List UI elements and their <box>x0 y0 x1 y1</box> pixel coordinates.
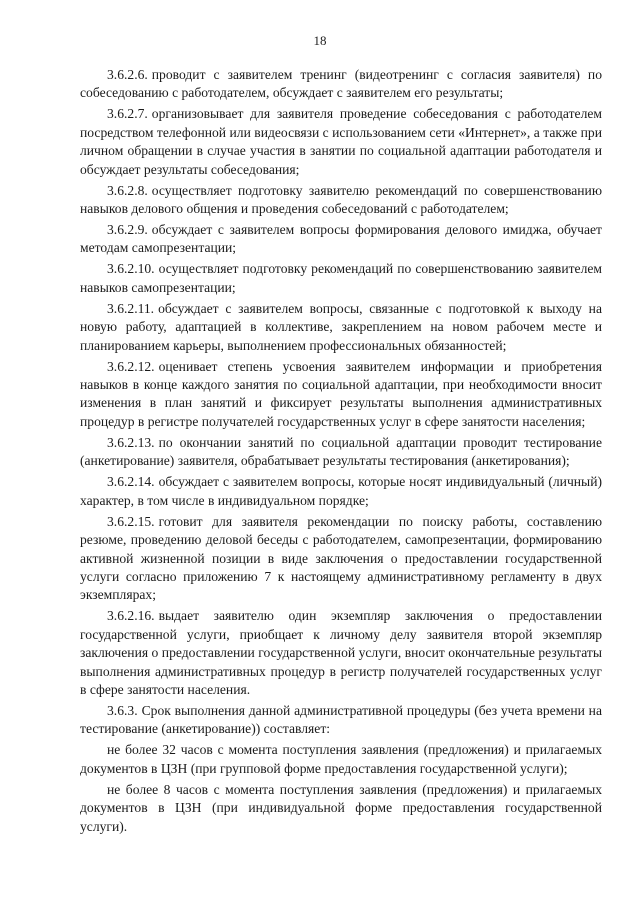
paragraph-term-group <box>80 741 602 778</box>
clause-text: не более 8 часов с момента поступления заявления (предложения) и прилагаемых документов в ЦЗН (при индивидуальной форме предоставления государственной услуги). <box>80 781 602 834</box>
paragraph-3-6-2-6 <box>80 66 602 103</box>
paragraph-3-6-2-16 <box>80 607 602 699</box>
clause-text: обсуждает с заявителем вопросы, которые носят индивидуальный (личный) характер, в том числе в индивидуальном порядке; <box>80 474 602 508</box>
clause-number: 3.6.2.6. <box>107 67 148 82</box>
clause-text: оценивает степень усвоения заявителем информации и приобретения навыков в конце каждого занятия по социальной адаптации, при необходимости вносит изменения в план занятий и фиксирует результаты выполнения административных процедур в регистре получателей государственных услуг в сфере занятости населения; <box>80 358 602 429</box>
clause-text: обсуждает с заявителем вопросы формирования делового имиджа, обучает методам самопрезентации; <box>80 222 602 256</box>
clause-text: не более 32 часов с момента поступления заявления (предложения) и прилагаемых документов в ЦЗН (при групповой форме предоставления государственной услуги); <box>80 742 602 776</box>
clause-number: 3.6.2.14. <box>107 474 155 490</box>
clause-number: 3.6.2.13. <box>107 434 155 450</box>
clause-number: 3.6.2.11. <box>107 300 155 316</box>
clause-text: по окончании занятий по социальной адаптации проводит тестирование (анкетирование) заявителя, обрабатывает результаты тестирования (анкетирования); <box>80 434 602 469</box>
paragraph-3-6-2-10 <box>80 260 602 297</box>
clause-text: организовывает для заявителя проведение собеседования с работодателем посредством телефонной или видеосвязи с использованием сети «Интернет», а также при личном обращении в случае участия в занятии по социальной адаптации работодателя и обсуждает результаты собеседования; <box>80 106 602 177</box>
clause-number: 3.6.2.12. <box>107 358 155 374</box>
clause-text: обсуждает с заявителем вопросы, связанные с подготовкой к выходу на новую работу, адаптацией в коллективе, закреплением на новом рабочем месте и планированием карьеры, выполнением профессиональных обязанностей; <box>80 300 602 353</box>
paragraph-3-6-2-7 <box>80 105 602 179</box>
paragraph-3-6-2-15 <box>80 513 602 605</box>
paragraph-3-6-2-12 <box>80 358 602 432</box>
paragraph-3-6-2-13 <box>80 434 602 471</box>
paragraph-3-6-2-14 <box>80 473 602 510</box>
clause-text: проводит с заявителем тренинг (видеотренинг с согласия заявителя) по собеседованию с работодателем, обсуждает с заявителем его результаты; <box>80 67 602 101</box>
clause-number: 3.6.2.15. <box>107 513 155 529</box>
clause-text: осуществляет подготовку заявителю рекомендаций по совершенствованию навыков делового общения и проведения собеседований с работодателем; <box>80 182 602 217</box>
paragraph-3-6-2-9 <box>80 221 602 258</box>
clause-number: 3.6.3. <box>107 702 138 718</box>
clause-number: 3.6.2.16. <box>107 608 155 624</box>
clause-number: 3.6.2.8. <box>107 182 148 198</box>
paragraph-3-6-2-8 <box>80 182 602 219</box>
clause-number: 3.6.2.9. <box>107 222 148 238</box>
clause-text: осуществляет подготовку рекомендаций по совершенствованию заявителем навыков самопрезентации; <box>80 261 602 295</box>
document-body <box>80 66 602 839</box>
page-number: 18 <box>313 33 327 48</box>
clause-number: 3.6.2.7. <box>107 106 148 122</box>
paragraph-3-6-2-11 <box>80 300 602 355</box>
paragraph-term-individual <box>80 781 602 836</box>
clause-text: Срок выполнения данной административной процедуры (без учета времени на тестирование (анкетирование)) составляет: <box>80 702 602 737</box>
paragraph-3-6-3 <box>80 702 602 739</box>
clause-number: 3.6.2.10. <box>107 261 155 277</box>
clause-text: готовит для заявителя рекомендации по поиску работы, составлению резюме, проведению деловой беседы с работодателем, самопрезентации, формированию активной жизненной позиции в виде заключения о предоставлении государственной услуги согласно приложению 7 к настоящему административному регламенту в двух экземплярах; <box>80 513 602 603</box>
clause-text: выдает заявителю один экземпляр заключения о предоставлении государственной услуги, приобщает к личному делу заявителя второй экземпляр заключения о предоставлении государственной услуги, вносит окончательные результаты выполнения административных процедур в регистр получателей государственных услуг в сфере занятости населения. <box>80 608 602 697</box>
